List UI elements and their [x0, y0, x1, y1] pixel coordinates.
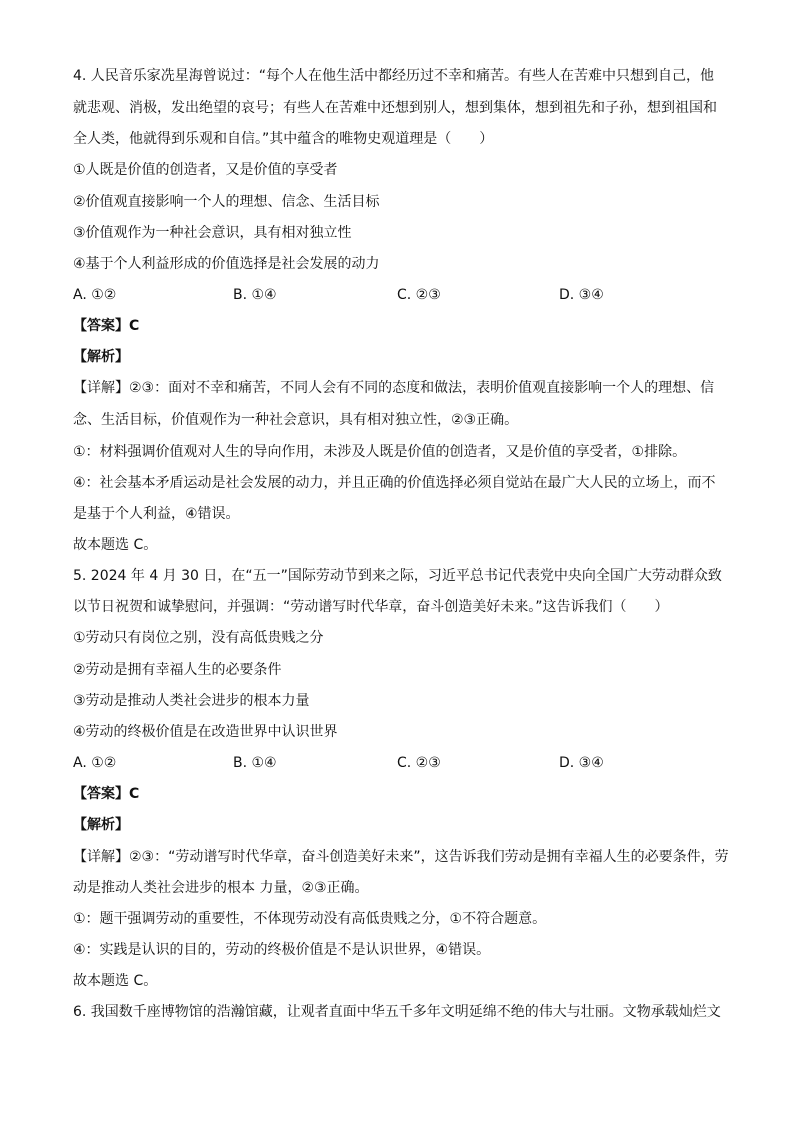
q4-statement-2: ②价值观直接影响一个人的理想、信念、生活目标	[73, 194, 380, 210]
q5-detail-line-4: ④：实践是认识的目的，劳动的终极价值是不是认识世界，④错误。	[73, 942, 491, 958]
q4-statement-4: ④基于个人利益形成的价值选择是社会发展的动力	[73, 256, 380, 272]
q4-stem-line-1: 4. 人民音乐家冼星海曾说过：“每个人在他生活中都经历过不幸和痛苦。有些人在苦难中只想到自己，他	[73, 68, 715, 84]
q4-detail-line-1: 【详解】②③：面对不幸和痛苦，不同人会有不同的态度和做法，表明价值观直接影响一个人的理想、信	[73, 380, 715, 396]
q5-statement-2: ②劳动是拥有幸福人生的必要条件	[73, 662, 282, 678]
q4-option-c: C. ②③	[397, 287, 441, 303]
q5-stem-line-2: 以节日祝贺和诚挚慰问，并强调：“劳动谱写时代华章，奋斗创造美好未来。”这告诉我们（ ）	[73, 599, 669, 615]
q4-option-d: D. ③④	[559, 287, 604, 303]
q4-conclusion: 故本题选 C。	[73, 537, 158, 553]
q4-detail-line-3: ①：材料强调价值观对人生的导向作用，未涉及人既是价值的创造者，又是价值的享受者，①排除。	[73, 444, 687, 460]
q5-conclusion: 故本题选 C。	[73, 973, 158, 989]
q5-stem-line-1: 5. 2024 年 4 月 30 日，在“五一”国际劳动节到来之际，习近平总书记代表党中央向全国广大劳动群众致	[73, 568, 722, 584]
q4-answer: 【答案】C	[73, 318, 140, 334]
q4-options	[73, 285, 733, 305]
q4-detail-line-5: 是基于个人利益，④错误。	[73, 506, 240, 522]
q4-analysis-label: 【解析】	[73, 349, 129, 365]
q4-statement-3: ③价值观作为一种社会意识，具有相对独立性	[73, 225, 352, 241]
q4-option-a: A. ①②	[73, 287, 117, 303]
q5-answer: 【答案】C	[73, 786, 140, 802]
q4-option-b: B. ①④	[233, 287, 277, 303]
q5-analysis-label: 【解析】	[73, 817, 129, 833]
q4-detail-line-2: 念、生活目标，价值观作为一种社会意识，具有相对独立性，②③正确。	[73, 412, 519, 428]
q5-option-a: A. ①②	[73, 755, 117, 771]
q4-detail-line-4: ④：社会基本矛盾运动是社会发展的动力，并且正确的价值选择必须自觉站在最广大人民的立场上，而不	[73, 475, 716, 491]
q5-options	[73, 753, 733, 773]
q5-statement-1: ①劳动只有岗位之别，没有高低贵贱之分	[73, 630, 324, 646]
q5-statement-4: ④劳动的终极价值是在改造世界中认识世界	[73, 724, 338, 740]
q5-option-b: B. ①④	[233, 755, 277, 771]
q4-statement-1: ①人既是价值的创造者，又是价值的享受者	[73, 162, 338, 178]
q5-statement-3: ③劳动是推动人类社会进步的根本力量	[73, 693, 310, 709]
q4-stem-line-2: 就悲观、消极，发出绝望的哀号；有些人在苦难中还想到别人，想到集体，想到祖先和子孙，想到祖国和	[73, 100, 717, 116]
q5-detail-line-1: 【详解】②③：“劳动谱写时代华章，奋斗创造美好未来”，这告诉我们劳动是拥有幸福人生的必要条件，劳	[73, 849, 729, 865]
q5-detail-line-2: 动是推动人类社会进步的根本 力量，②③正确。	[73, 880, 369, 896]
q4-stem-line-3: 全人类，他就得到乐观和自信。”其中蕴含的唯物史观道理是（ ）	[73, 131, 494, 147]
q6-stem-line-1: 6. 我国数千座博物馆的浩瀚馆藏，让观者直面中华五千多年文明延绵不绝的伟大与壮丽。文物承载灿烂文	[73, 1004, 721, 1020]
q5-option-d: D. ③④	[559, 755, 604, 771]
q5-option-c: C. ②③	[397, 755, 441, 771]
q5-detail-line-3: ①：题干强调劳动的重要性，不体现劳动没有高低贵贱之分，①不符合题意。	[73, 911, 547, 927]
